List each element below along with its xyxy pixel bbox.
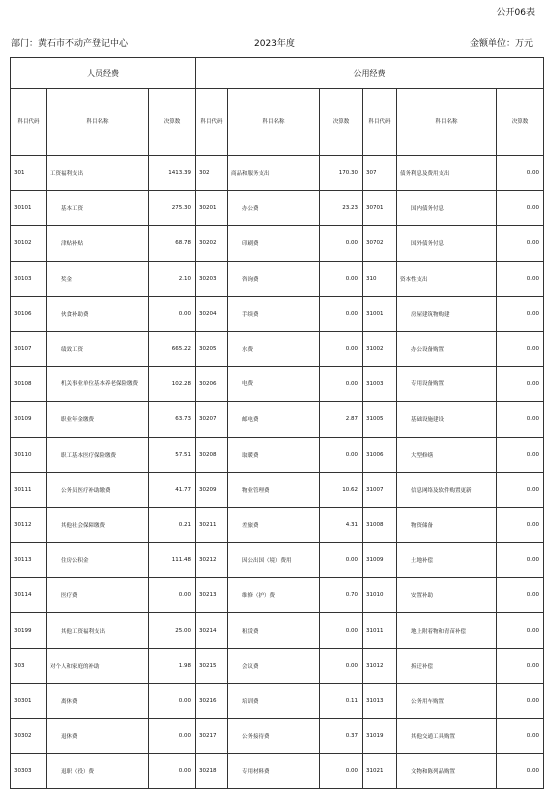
cell-code: 30101 — [11, 191, 47, 226]
table-row — [11, 367, 544, 402]
cell-code: 30211 — [196, 507, 228, 542]
table-row — [11, 683, 544, 718]
cell-name: 离休费 — [47, 683, 149, 718]
cell-amount: 0.11 — [320, 683, 363, 718]
cell-amount: 0.00 — [320, 754, 363, 789]
cell-code: 30112 — [11, 507, 47, 542]
cell-name: 办公费 — [228, 191, 320, 226]
cell-amount: 0.00 — [497, 507, 544, 542]
cell-name: 房屋建筑物购建 — [397, 296, 497, 331]
cell-name: 商品和服务支出 — [228, 156, 320, 191]
cell-amount: 41.77 — [149, 472, 196, 507]
cell-code: 30203 — [196, 261, 228, 296]
cell-code: 31001 — [363, 296, 397, 331]
section-public: 公用经费 — [196, 58, 544, 89]
table-row — [11, 296, 544, 331]
cell-amount: 0.00 — [497, 719, 544, 754]
cell-amount: 68.78 — [149, 226, 196, 261]
cell-code: 30111 — [11, 472, 47, 507]
col-name-3: 科目名称 — [397, 89, 497, 156]
cell-name: 国外债务付息 — [397, 226, 497, 261]
cell-code: 30208 — [196, 437, 228, 472]
cell-name: 培训费 — [228, 683, 320, 718]
cell-name: 机关事业单位基本养老保险缴费 — [47, 367, 149, 402]
cell-amount: 0.00 — [497, 648, 544, 683]
cell-amount: 0.00 — [497, 261, 544, 296]
cell-name: 绩效工资 — [47, 331, 149, 366]
cell-name: 地上附着物和青苗补偿 — [397, 613, 497, 648]
cell-code: 30212 — [196, 543, 228, 578]
cell-name: 伙食补助费 — [47, 296, 149, 331]
cell-amount: 1413.39 — [149, 156, 196, 191]
cell-amount: 2.10 — [149, 261, 196, 296]
cell-name: 会议费 — [228, 648, 320, 683]
cell-name: 办公设备购置 — [397, 331, 497, 366]
cell-code: 31002 — [363, 331, 397, 366]
cell-code: 30216 — [196, 683, 228, 718]
cell-amount: 25.00 — [149, 613, 196, 648]
cell-name: 物业管理费 — [228, 472, 320, 507]
cell-name: 文物和陈列品购置 — [397, 754, 497, 789]
cell-code: 30102 — [11, 226, 47, 261]
cell-amount: 0.21 — [149, 507, 196, 542]
year-label: 2023年度 — [254, 39, 295, 49]
cell-code: 307 — [363, 156, 397, 191]
table-row — [11, 613, 544, 648]
cell-code: 30107 — [11, 331, 47, 366]
cell-code: 30110 — [11, 437, 47, 472]
cell-amount: 0.00 — [149, 683, 196, 718]
department-label: 部门：黄石市不动产登记中心 — [11, 39, 129, 49]
cell-code: 31003 — [363, 367, 397, 402]
table-row — [11, 437, 544, 472]
cell-amount: 0.00 — [320, 367, 363, 402]
cell-name: 专用材料费 — [228, 754, 320, 789]
cell-code: 31019 — [363, 719, 397, 754]
cell-amount: 0.00 — [149, 719, 196, 754]
cell-amount: 0.00 — [497, 156, 544, 191]
cell-amount: 0.00 — [320, 331, 363, 366]
cell-code: 31009 — [363, 543, 397, 578]
cell-code: 30103 — [11, 261, 47, 296]
cell-name: 奖金 — [47, 261, 149, 296]
cell-code: 30215 — [196, 648, 228, 683]
cell-amount: 0.00 — [497, 437, 544, 472]
table-row — [11, 754, 544, 789]
cell-name: 土地补偿 — [397, 543, 497, 578]
cell-name: 其他工资福利支出 — [47, 613, 149, 648]
col-code-2: 科目代码 — [196, 89, 228, 156]
cell-code: 30205 — [196, 331, 228, 366]
cell-name: 安置补助 — [397, 578, 497, 613]
cell-amount: 170.30 — [320, 156, 363, 191]
cell-code: 30206 — [196, 367, 228, 402]
table-row — [11, 719, 544, 754]
cell-code: 31008 — [363, 507, 397, 542]
cell-amount: 0.00 — [497, 296, 544, 331]
cell-code: 30199 — [11, 613, 47, 648]
cell-code: 30218 — [196, 754, 228, 789]
cell-code: 30701 — [363, 191, 397, 226]
cell-amount: 0.00 — [497, 683, 544, 718]
cell-name: 津贴补贴 — [47, 226, 149, 261]
cell-code: 301 — [11, 156, 47, 191]
table-row — [11, 648, 544, 683]
cell-amount: 0.37 — [320, 719, 363, 754]
expenditure-table — [10, 57, 544, 789]
cell-amount: 275.30 — [149, 191, 196, 226]
cell-name: 债务利息及费用支出 — [397, 156, 497, 191]
cell-code: 31010 — [363, 578, 397, 613]
cell-code: 31011 — [363, 613, 397, 648]
cell-code: 303 — [11, 648, 47, 683]
cell-amount: 0.00 — [497, 191, 544, 226]
cell-amount: 0.00 — [149, 296, 196, 331]
section-personnel: 人员经费 — [11, 58, 196, 89]
cell-name: 电费 — [228, 367, 320, 402]
cell-code: 31013 — [363, 683, 397, 718]
cell-amount: 0.00 — [320, 648, 363, 683]
table-row — [11, 331, 544, 366]
cell-code: 30108 — [11, 367, 47, 402]
cell-amount: 10.62 — [320, 472, 363, 507]
unit-label: 金额单位：万元 — [469, 39, 533, 49]
cell-amount: 63.73 — [149, 402, 196, 437]
cell-name: 基础设施建设 — [397, 402, 497, 437]
cell-name: 信息网络及软件购置更新 — [397, 472, 497, 507]
cell-name: 工资福利支出 — [47, 156, 149, 191]
cell-amount: 0.00 — [149, 754, 196, 789]
cell-name: 手续费 — [228, 296, 320, 331]
cell-code: 30207 — [196, 402, 228, 437]
cell-code: 30301 — [11, 683, 47, 718]
cell-name: 对个人和家庭的补助 — [47, 648, 149, 683]
cell-code: 30204 — [196, 296, 228, 331]
cell-name: 水费 — [228, 331, 320, 366]
cell-code: 31006 — [363, 437, 397, 472]
cell-code: 30114 — [11, 578, 47, 613]
cell-amount: 0.00 — [320, 437, 363, 472]
cell-amount: 0.00 — [149, 578, 196, 613]
col-code-1: 科目代码 — [11, 89, 47, 156]
table-row — [11, 472, 544, 507]
cell-amount: 0.00 — [320, 543, 363, 578]
cell-amount: 0.00 — [320, 613, 363, 648]
cell-code: 31005 — [363, 402, 397, 437]
cell-name: 印刷费 — [228, 226, 320, 261]
cell-name: 其他社会保障缴费 — [47, 507, 149, 542]
cell-name: 职工基本医疗保险缴费 — [47, 437, 149, 472]
col-amount-3: 决算数 — [497, 89, 544, 156]
cell-name: 退职（役）费 — [47, 754, 149, 789]
col-amount-2: 决算数 — [320, 89, 363, 156]
cell-code: 31021 — [363, 754, 397, 789]
cell-name: 公务员医疗补助缴费 — [47, 472, 149, 507]
cell-amount: 0.70 — [320, 578, 363, 613]
table-row — [11, 156, 544, 191]
cell-name: 其他交通工具购置 — [397, 719, 497, 754]
cell-amount: 0.00 — [497, 402, 544, 437]
cell-amount: 0.00 — [497, 543, 544, 578]
cell-name: 邮电费 — [228, 402, 320, 437]
cell-amount: 0.00 — [320, 226, 363, 261]
table-row — [11, 226, 544, 261]
cell-name: 维修（护）费 — [228, 578, 320, 613]
cell-code: 30303 — [11, 754, 47, 789]
cell-code: 31012 — [363, 648, 397, 683]
cell-code: 30302 — [11, 719, 47, 754]
cell-amount: 57.51 — [149, 437, 196, 472]
cell-name: 国内债务付息 — [397, 191, 497, 226]
cell-amount: 665.22 — [149, 331, 196, 366]
cell-name: 公务用车购置 — [397, 683, 497, 718]
cell-code: 30201 — [196, 191, 228, 226]
cell-code: 30106 — [11, 296, 47, 331]
cell-name: 基本工资 — [47, 191, 149, 226]
cell-code: 310 — [363, 261, 397, 296]
table-row — [11, 507, 544, 542]
cell-code: 30109 — [11, 402, 47, 437]
cell-name: 公务接待费 — [228, 719, 320, 754]
cell-amount: 23.23 — [320, 191, 363, 226]
cell-amount: 0.00 — [320, 261, 363, 296]
cell-name: 住房公积金 — [47, 543, 149, 578]
cell-name: 因公出国（境）费用 — [228, 543, 320, 578]
cell-name: 职业年金缴费 — [47, 402, 149, 437]
cell-name: 大型修缮 — [397, 437, 497, 472]
table-row — [11, 578, 544, 613]
cell-name: 取暖费 — [228, 437, 320, 472]
cell-name: 物资储备 — [397, 507, 497, 542]
col-name-2: 科目名称 — [228, 89, 320, 156]
cell-code: 31007 — [363, 472, 397, 507]
cell-amount: 2.87 — [320, 402, 363, 437]
cell-code: 302 — [196, 156, 228, 191]
cell-code: 30202 — [196, 226, 228, 261]
cell-name: 差旅费 — [228, 507, 320, 542]
cell-name: 资本性支出 — [397, 261, 497, 296]
cell-code: 30702 — [363, 226, 397, 261]
col-code-3: 科目代码 — [363, 89, 397, 156]
cell-name: 退休费 — [47, 719, 149, 754]
cell-name: 医疗费 — [47, 578, 149, 613]
cell-amount: 111.48 — [149, 543, 196, 578]
cell-amount: 0.00 — [497, 367, 544, 402]
cell-amount: 1.98 — [149, 648, 196, 683]
cell-name: 专用设备购置 — [397, 367, 497, 402]
cell-amount: 0.00 — [497, 472, 544, 507]
cell-amount: 0.00 — [320, 296, 363, 331]
cell-amount: 4.31 — [320, 507, 363, 542]
cell-code: 30213 — [196, 578, 228, 613]
cell-amount: 102.28 — [149, 367, 196, 402]
cell-name: 拆迁补偿 — [397, 648, 497, 683]
table-row — [11, 261, 544, 296]
cell-amount: 0.00 — [497, 754, 544, 789]
table-row — [11, 402, 544, 437]
col-name-1: 科目名称 — [47, 89, 149, 156]
table-row — [11, 191, 544, 226]
cell-amount: 0.00 — [497, 578, 544, 613]
cell-amount: 0.00 — [497, 331, 544, 366]
doc-code: 公开06表 — [496, 8, 535, 18]
cell-code: 30217 — [196, 719, 228, 754]
cell-code: 30214 — [196, 613, 228, 648]
col-amount-1: 决算数 — [149, 89, 196, 156]
cell-name: 咨询费 — [228, 261, 320, 296]
cell-amount: 0.00 — [497, 613, 544, 648]
cell-code: 30209 — [196, 472, 228, 507]
table-row — [11, 543, 544, 578]
cell-amount: 0.00 — [497, 226, 544, 261]
cell-code: 30113 — [11, 543, 47, 578]
cell-name: 租赁费 — [228, 613, 320, 648]
